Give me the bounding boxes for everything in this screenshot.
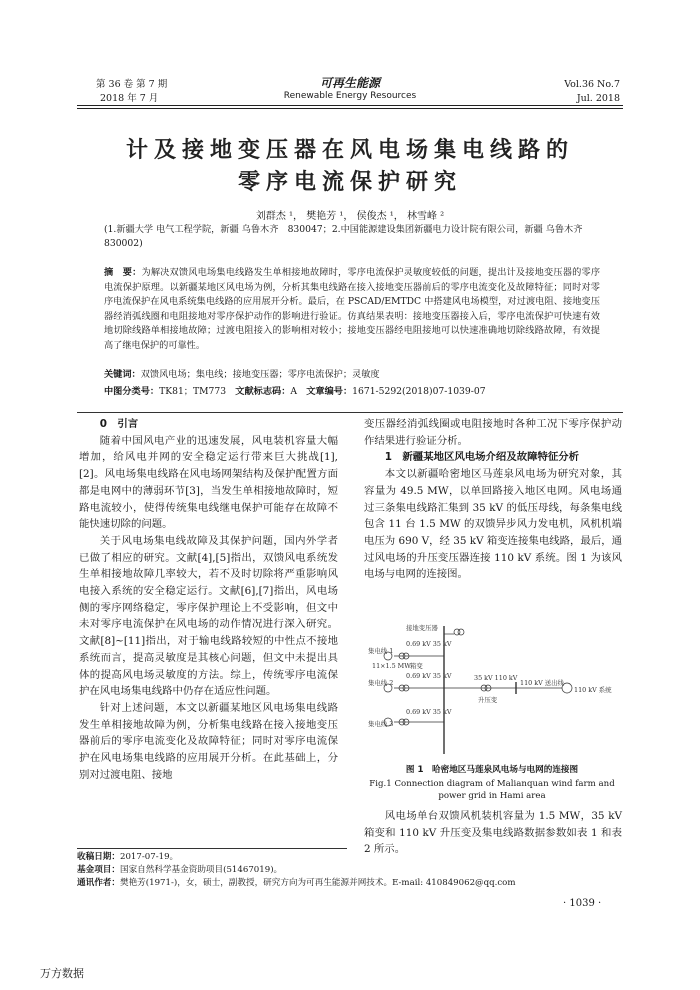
fig-label-stepup: 升压变 bbox=[478, 696, 498, 704]
left-column bbox=[79, 416, 338, 783]
paragraph: 随着中国风电产业的迅速发展，风电装机容量大幅增加，给风电并网的安全稳定运行带来巨大挑战[1],[2]。风电场集电线路在风电场网架结构及保护配置方面都是电网中的薄弱环节[3]，当发生单相接地故障时，短路电流较小，使得传统集电线继电保护可能存在故障不能快速切除的问题。 bbox=[79, 434, 338, 531]
clc-value: TK81；TM773 bbox=[159, 386, 227, 397]
abstract-label: 摘 要： bbox=[104, 267, 142, 278]
keywords-label: 关键词： bbox=[104, 369, 141, 380]
figure-caption-cn: 图 1 哈密地区马莲泉风电场与电网的连接图 bbox=[405, 765, 579, 775]
fig-label-v3: 0.69 kV 35 kV bbox=[406, 708, 452, 716]
header-date: 2018 年 7 月 bbox=[100, 93, 159, 104]
fig-label-v-step: 35 kV 110 kV bbox=[474, 674, 518, 682]
fig-label-system: 110 kV 系统 bbox=[574, 686, 612, 694]
received-label: 收稿日期： bbox=[77, 852, 120, 862]
fig-label-line1: 集电线 1 bbox=[368, 647, 394, 655]
footnote-fund bbox=[77, 864, 623, 877]
abstract-separator bbox=[77, 412, 623, 413]
paper-title-line2: 零序电流保护研究 bbox=[237, 170, 462, 195]
paragraph: 关于风电场集电线故障及其保护问题，国内外学者已做了相应的研究。文献[4],[5]指出，双馈风电系统发生单相接地故障几率较大，若不及时切除将严重影响风电接入系统的安全稳定运行。文献[6],[7]指出，风电场侧的零序网络稳定，零序保护理论上不受影响，但文中未对零序电流保护在风电场的动作情况进行深入研究。文献[8]~[11]指出，对于输电线路较短的中性点不接地系统而言，提高灵敏度是其核心问题，但文中未提出具体的提高风电场灵敏度的方法。综上，传统零序电流保护在风电场集电线路中仍存在适应性问题。 bbox=[79, 534, 338, 698]
footnote-author bbox=[77, 877, 623, 890]
authors: 刘群杰 ¹， 樊艳芳 ¹， 侯俊杰 ¹， 林雪峰 ² bbox=[255, 211, 445, 222]
fig-label-line3: 集电线 3 bbox=[368, 720, 394, 728]
section-1-heading: 1 新疆某地区风电场介绍及故障特征分析 bbox=[384, 451, 580, 464]
paragraph: 风电场单台双馈风机装机容量为 1.5 MW，35 kV 箱变和 110 kV 升压变及集电线路数据参数如表 1 和表 2 所示。 bbox=[364, 810, 622, 856]
paragraph: 变压器经消弧线圈或电阻接地时各种工况下零序保护动作结果进行验证分析。 bbox=[364, 418, 622, 447]
article-id-value: 1671-5292(2018)07-1039-07 bbox=[352, 386, 486, 397]
received-value: 2017-07-19。 bbox=[119, 852, 179, 862]
figure-1-diagram bbox=[366, 622, 616, 762]
section-0-heading: 0 引言 bbox=[99, 418, 139, 430]
footnote-rule bbox=[77, 848, 347, 849]
header-volume: 第 36 卷 第 7 期 bbox=[96, 79, 168, 90]
fig-label-grounding-tx: 接地变压器 bbox=[406, 624, 438, 632]
clc-label: 中图分类号： bbox=[104, 386, 160, 397]
paragraph: 针对上述问题，本文以新疆某地区风电场集电线路发生单相接地故障为例，分析集电线路在接入接地变压器前后的零序电流变化及故障特征；同时对零序电流保护在风电场集电线路的应用展开分析。在此基础上，分别对过渡电阻、接地 bbox=[79, 701, 338, 781]
classification bbox=[104, 385, 600, 399]
abstract bbox=[104, 266, 600, 354]
fig-label-rating: 11×1.5 MW bbox=[372, 662, 411, 670]
author-value: 樊艳芳(1971-)，女，硕士，副教授，研究方向为可再生能源并网技术。E-mail: 410849062@qq.com bbox=[119, 878, 516, 888]
doc-code-label: 文献标志码： bbox=[235, 386, 291, 397]
journal-title-en: Renewable Energy Resources bbox=[283, 91, 417, 101]
figure-caption-en-2: power grid in Hami area bbox=[438, 791, 546, 801]
affiliation: (1.新疆大学 电气工程学院，新疆 乌鲁木齐 830047；2.中国能源建设集团新疆电力设计院有限公司，新疆 乌鲁木齐 830002) bbox=[104, 224, 592, 249]
fig-label-boxtx: 箱变 bbox=[410, 662, 423, 670]
fund-label: 基金项目： bbox=[77, 865, 120, 875]
header-vol-en: Vol.36 No.7 bbox=[564, 79, 620, 90]
keywords-text: 双馈风电场；集电线；接地变压器；零序电流保护；灵敏度 bbox=[140, 369, 380, 380]
watermark: 万方数据 bbox=[40, 967, 84, 980]
abstract-text: 为解决双馈风电场集电线路发生单相接地故障时，零序电流保护灵敏度较低的问题，提出计及接地变压器的零序电流保护原理。以新疆某地区风电场为例，分析其集电线路在接入接地变压器前后的零序电流变化及故障特征；同时对零序电流保护在风电系统集电线路的应用展开分析。最后，在 PSCAD/EMTDC 中搭建风电场模型，对过渡电阻、接地变压器经消弧线圈和电阻接地对零序保护动作的影响进行验证。仿真结果表明：接地变压器接入后，零序电流保护可快速有效地切除线路单相接地故障；过渡电阻接入的影响相对较小；接地变压器经电阻接地可以快速准确地切除线路故障，有效提高了继电保护的可靠性。 bbox=[104, 267, 601, 351]
header-rule-thin bbox=[77, 108, 623, 109]
journal-title-cn: 可再生能源 bbox=[319, 76, 380, 90]
page-number: · 1039 · bbox=[563, 898, 602, 909]
right-column bbox=[364, 416, 622, 583]
header-date-en: Jul. 2018 bbox=[576, 93, 620, 104]
fig-label-outline: 110 kV 送出线 bbox=[520, 679, 564, 687]
fig-label-v1: 0.69 kV 35 kV bbox=[406, 640, 452, 648]
doc-code-value: A bbox=[290, 386, 298, 397]
fig-label-line2: 集电线 2 bbox=[368, 679, 394, 687]
article-id-label: 文章编号： bbox=[306, 386, 353, 397]
paper-title-line1: 计及接地变压器在风电场集电线路的 bbox=[125, 138, 574, 163]
keywords bbox=[104, 368, 600, 382]
figure-caption-en-1: Fig.1 Connection diagram of Malianquan wind farm and bbox=[369, 779, 615, 789]
footnote-received bbox=[77, 851, 623, 864]
header-rule bbox=[77, 105, 623, 106]
author-label: 通讯作者： bbox=[77, 878, 120, 888]
fund-value: 国家自然科学基金资助项目(51467019)。 bbox=[119, 865, 283, 875]
fig-label-v2: 0.69 kV 35 kV bbox=[406, 672, 452, 680]
paragraph: 本文以新疆哈密地区马莲泉风电场为研究对象，其容量为 49.5 MW，以单回路接入地区电网。风电场通过三条集电线路汇集到 35 kV 的低压母线，每条集电线包含 11 台 1.5 MW 的双馈异步风力发电机，风机机端电压为 690 V，经 35 kV 箱变连接集电线路，最后，通过风电场的升压变压器连接 110 kV 系统。图 1 为该风电场与电网的连接图。 bbox=[364, 468, 622, 581]
